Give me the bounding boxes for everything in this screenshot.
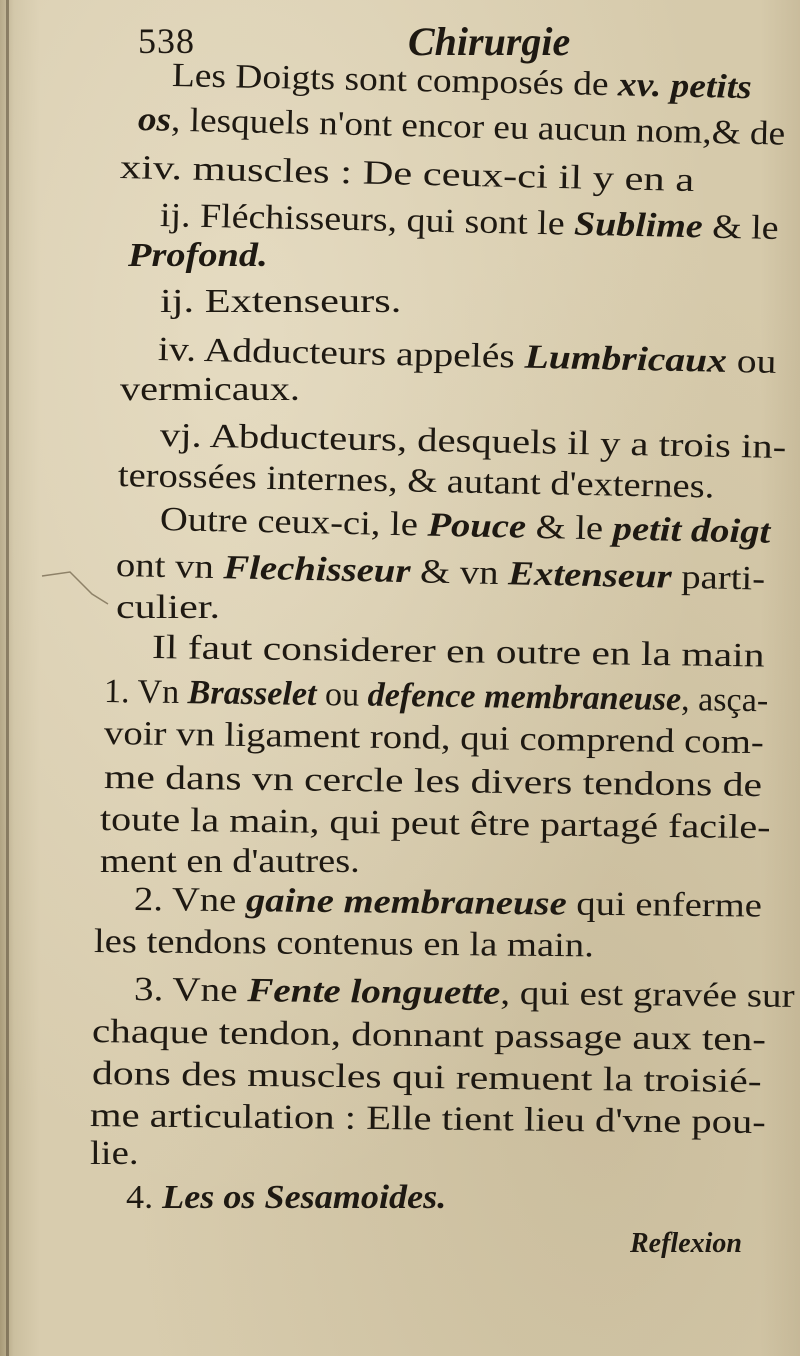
text-run: & le xyxy=(702,208,779,247)
text-line xyxy=(134,970,795,1017)
text-run: 2. Vne xyxy=(133,881,247,920)
text-run: , qui est gravée sur xyxy=(500,974,795,1015)
italic-term: petit doigt xyxy=(612,510,771,551)
text-run: lie. xyxy=(90,1135,139,1172)
text-run: Outre ceux-ci, le xyxy=(159,501,428,544)
text-run: ont vn xyxy=(115,547,224,587)
italic-term: Extenseur xyxy=(507,555,673,596)
italic-term: Pouce xyxy=(427,506,527,546)
italic-term: Profond. xyxy=(128,237,268,274)
text-run: les tendons contenus en la main. xyxy=(93,923,595,965)
text-line xyxy=(104,672,769,721)
text-run: culier. xyxy=(116,589,221,626)
text-run: Les Doigts sont composés de xyxy=(171,57,619,104)
text-run: ou xyxy=(316,675,368,714)
text-line xyxy=(128,236,268,276)
italic-term: Flechisseur xyxy=(223,549,411,591)
text-run: ou xyxy=(726,342,777,381)
italic-term: Fente longuette xyxy=(247,972,501,1012)
text-line xyxy=(100,842,360,882)
text-run: 3. Vne xyxy=(133,971,248,1010)
text-run: & vn xyxy=(410,553,509,593)
text-run: ij. Extenseurs. xyxy=(160,283,402,320)
text-line xyxy=(116,588,220,628)
text-line xyxy=(104,714,764,763)
text-line xyxy=(126,1178,446,1218)
text-run: , asça- xyxy=(680,681,769,720)
text-run: ment en d'autres. xyxy=(100,843,360,880)
text-line xyxy=(172,56,753,108)
text-run: 4. xyxy=(126,1179,163,1216)
page-number: 538 xyxy=(138,21,195,61)
text-run: ij. Fléchisseurs, qui sont le xyxy=(159,197,575,243)
text-run: vermicaux. xyxy=(120,371,300,408)
italic-term: Brasselet xyxy=(187,674,317,713)
text-run: 1. Vn xyxy=(103,673,188,712)
italic-term: os xyxy=(137,101,172,139)
text-line xyxy=(160,282,401,322)
text-run: qui enferme xyxy=(566,885,763,925)
text-line xyxy=(120,370,300,410)
text-run: dons des muscles qui remuent la troisié- xyxy=(91,1055,762,1101)
text-line xyxy=(100,800,771,848)
italic-term: xv. petits xyxy=(617,66,753,107)
text-run: chaque tendon, donnant passage aux ten- xyxy=(91,1013,767,1059)
text-line xyxy=(92,1012,766,1060)
text-run: voir vn ligament rond, qui comprend com- xyxy=(103,715,765,762)
text-run: toute la main, qui peut être partagé facile- xyxy=(99,801,771,847)
text-run: , lesquels n'ont encor eu aucun nom,& de xyxy=(170,101,786,153)
running-head: Chirurgie xyxy=(408,19,571,64)
text-run: iv. Adducteurs appelés xyxy=(157,331,526,376)
text-run: xiv. muscles : De ceux-ci il y en a xyxy=(119,149,695,200)
text-run: me articulation : Elle tient lieu d'vne pou- xyxy=(89,1097,766,1142)
italic-term: gaine membraneuse xyxy=(245,882,567,923)
italic-term: Les os Sesamoides. xyxy=(162,1179,447,1216)
italic-term: defence membraneuse xyxy=(367,676,682,719)
text-run: terossées internes, & autant d'externes. xyxy=(117,457,715,506)
text-line xyxy=(104,758,763,806)
text-line xyxy=(90,1096,766,1143)
text-run: me dans vn cercle les divers tendons de xyxy=(103,759,763,805)
text-line xyxy=(94,922,594,966)
text-line xyxy=(152,628,765,677)
catchword: Reflexion xyxy=(630,1228,742,1259)
text-line xyxy=(92,1054,762,1102)
text-run: vj. Abducteurs, desquels il y a trois in- xyxy=(159,417,787,467)
text-run: Il faut considerer en outre en la main xyxy=(151,629,765,675)
text-line xyxy=(138,100,786,155)
margin-mark xyxy=(40,568,110,608)
text-line xyxy=(90,1134,139,1174)
italic-term: Sublime xyxy=(573,205,704,246)
text-line xyxy=(160,500,771,553)
text-line xyxy=(120,148,695,201)
text-run: parti- xyxy=(671,558,766,598)
text-run: & le xyxy=(525,508,614,548)
text-line xyxy=(134,880,762,927)
italic-term: Lumbricaux xyxy=(524,338,728,380)
